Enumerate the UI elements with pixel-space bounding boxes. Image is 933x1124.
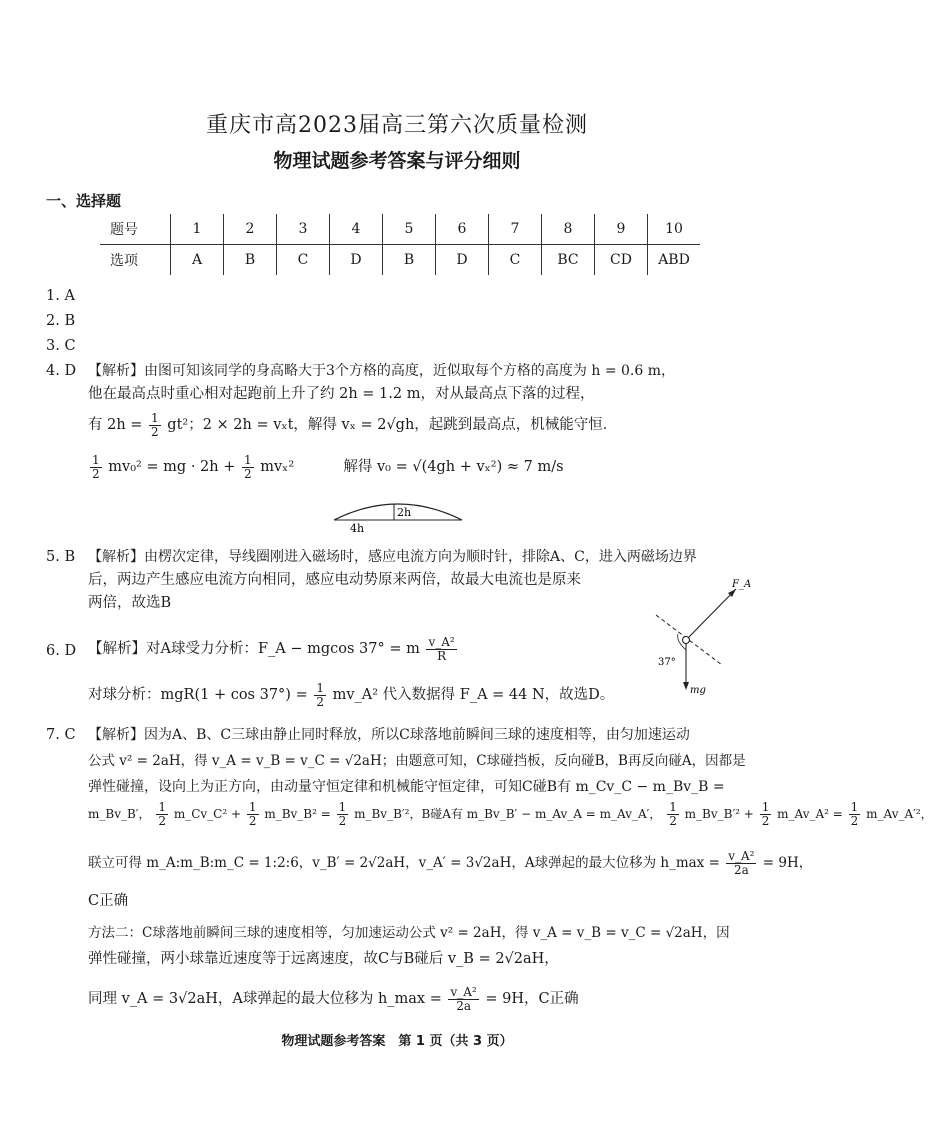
fraction-denominator: 2 [338,814,347,828]
answer-q5-line-2: 后，两边产生感应电流方向相同，感应电动势原来两倍，故最大电流也是原来 [88,572,581,588]
fraction-numerator: 1 [669,800,677,814]
fraction-numerator: 1 [248,800,257,814]
page-footer: 物理试题参考答案 第 1 页（共 3 页） [281,1034,513,1049]
equation-part: m_Av_A² = [777,807,843,821]
table-cell: 6 [436,214,489,245]
force-diagram [650,575,750,695]
answer-q7-line-7: 方法二：C球落地前瞬间三球的速度相等，匀加速运动公式 v² = 2aH，得 v_A = v_B = v_C = √2aH，因 [88,925,730,941]
answer-table-row-numbers [100,214,700,245]
answer-q7-line-3: 弹性碰撞，设向上为正方向，由动量守恒定律和机械能守恒定律，可知C碰B有 m_Cv_C − m_Bv_B = [88,779,725,795]
table-cell: 7 [489,214,542,245]
page-subtitle: 物理试题参考答案与评分细则 [273,150,521,172]
equation-part: 对球分析：mgR(1 + cos 37°) = [88,687,308,703]
table-cell: C [277,245,330,276]
answer-q4-line-2: 他在最高点时重心相对起跑前上升了约 2h = 1.2 m，对从最高点下落的过程， [88,386,595,402]
fraction-half [149,412,161,439]
equation-part: m_Bv_B′， [88,807,151,821]
fraction-numerator: 1 [151,410,159,425]
answer-table [100,214,700,275]
fraction-denominator: 2 [243,466,252,481]
table-cell: 1 [171,214,224,245]
fraction-denominator: 2a [733,863,749,877]
angle-label: 37° [658,657,676,668]
table-cell: 10 [648,214,701,245]
table-cell: BC [542,245,595,276]
answer-q7-line-4 [88,798,933,830]
table-cell: 3 [277,214,330,245]
fraction-numerator: v_A² [450,984,477,999]
fraction-numerator: v_A² [728,849,755,863]
answer-q7-line-6: C正确 [88,893,129,909]
equation-part: 解得 v₀ = √(4gh + vₓ²) ≈ 7 m/s [343,459,564,475]
fraction-denominator: 2 [669,814,677,828]
answer-q5-line-3: 两倍，故选B [88,595,172,611]
table-cell: 8 [542,214,595,245]
answer-q7-line-2: 公式 v² = 2aH，得 v_A = v_B = v_C = √2aH；由题意可知，C球碰挡板，反向碰B，B再反向碰A，因都是 [88,753,746,769]
answer-q7-line-5 [88,846,812,880]
table-cell: 2 [224,214,277,245]
fraction-half [314,682,326,709]
table-cell: B [224,245,277,276]
answer-q7-number: 7. C [46,727,76,743]
table-cell: B [383,245,436,276]
weight-label: mg [690,685,706,696]
answer-q7-line-9 [88,982,579,1016]
equation-part: 【解析】对A球受力分析：F_A − mgcos 37° = m [88,641,420,657]
fraction-numerator: 1 [158,800,166,814]
table-row-label: 选项 [100,245,171,276]
jump-arc-figure [330,494,466,534]
equation-part: m_Bv_B′² + [684,807,754,821]
fraction-va2-over-r [426,636,456,663]
fraction-half [667,801,679,828]
fraction-denominator: R [437,648,447,663]
ball-a [683,637,690,644]
fraction-denominator: 2 [761,814,770,828]
equation-part: mvₓ² [260,459,295,475]
fraction-half [760,801,772,828]
section-heading: 一、选择题 [46,192,122,210]
answer-q7-line-8: 弹性碰撞，两小球靠近速度等于远离速度，故C与B碰后 v_B = 2√2aH， [88,951,559,967]
answer-q5-line-1: 【解析】由楞次定律，导线圈刚进入磁场时，感应电流方向为顺时针，排除A、C，进入两磁场边界 [88,549,697,565]
fraction-half [156,801,168,828]
fraction-va2-over-2a [726,850,756,877]
fraction-va2-over-2a [448,986,478,1013]
fraction-numerator: 1 [316,680,324,695]
page-title: 重庆市高2023届高三第六次质量检测 [206,113,588,138]
table-row-label: 题号 [100,214,171,245]
fraction-denominator: 2 [316,694,324,709]
answer-q6-line-1 [88,632,459,666]
equation-part: = 9H， [762,855,813,871]
answer-q2: 2. B [46,313,76,329]
equation-part: = 9H，C正确 [485,991,579,1007]
equation-part: 有 2h = [88,417,143,433]
fraction-half [90,454,102,481]
fraction-numerator: 1 [761,800,770,814]
fraction-denominator: 2 [92,466,100,481]
equation-part: gt²；2 × 2h = vₓt，解得 vₓ = 2√gh，起跳到最高点，机械能守恒． [167,417,618,433]
force-label: F_A [732,579,752,590]
answer-q4-line-3 [88,410,617,440]
fraction-denominator: 2 [158,814,166,828]
force-vector-fa [686,589,736,640]
answer-q3: 3. C [46,338,76,354]
table-cell: C [489,245,542,276]
equation-part: m_Av_A′²， [866,807,933,821]
equation-part: mv_A² 代入数据得 F_A = 44 N，故选D。 [332,687,615,703]
fraction-denominator: 2 [850,814,859,828]
fraction-denominator: 2 [151,424,159,439]
answer-q6-line-2 [88,680,614,710]
answer-q4-number: 4. D [46,363,77,379]
answer-q7-line-1: 【解析】因为A、B、C三球由静止同时释放，所以C球落地前瞬间三球的速度相等，由匀加速运动 [88,727,690,743]
fraction-half [242,454,254,481]
table-cell: D [330,245,383,276]
arc-height-label: 2h [397,506,412,519]
arrowhead-icon [683,682,689,690]
arc-width-label: 4h [350,522,365,535]
answer-q4-line-1: 【解析】由图可知该同学的身高略大于3个方格的高度，近似取每个方格的高度为 h = 0.6 m， [88,363,675,379]
equation-part: 联立可得 m_A:m_B:m_C = 1:2:6，v_B′ = 2√2aH，v_A′ = 3√2aH，A球弹起的最大位移为 h_max = [88,855,720,871]
table-cell: ABD [648,245,701,276]
answer-q6-number: 6. D [46,643,77,659]
equation-part: 同理 v_A = 3√2aH，A球弹起的最大位移为 h_max = [88,991,442,1007]
answer-table-row-answers [100,245,700,276]
fraction-half [337,801,349,828]
answer-q1: 1. A [46,288,75,304]
equation-part: m_Bv_B′²，B碰A有 m_Bv_B′ − m_Av_A = m_Av_A′， [354,807,662,821]
equation-part: m_Cv_C² + [173,807,242,821]
fraction-numerator: 1 [92,452,100,467]
fraction-denominator: 2 [248,814,257,828]
fraction-numerator: 1 [850,800,859,814]
fraction-numerator: 1 [243,452,252,467]
answer-q4-line-4 [88,452,564,482]
table-cell: D [436,245,489,276]
fraction-numerator: 1 [338,800,347,814]
fraction-numerator: v_A² [428,634,455,649]
table-cell: 9 [595,214,648,245]
table-cell: 5 [383,214,436,245]
answer-q5-number: 5. B [46,549,76,565]
equation-part: mv₀² = mg · 2h + [108,459,236,475]
table-cell: 4 [330,214,383,245]
table-cell: A [171,245,224,276]
fraction-half [849,801,861,828]
table-cell: CD [595,245,648,276]
fraction-half [247,801,259,828]
fraction-denominator: 2a [456,998,472,1013]
equation-part: m_Bv_B² = [264,807,331,821]
